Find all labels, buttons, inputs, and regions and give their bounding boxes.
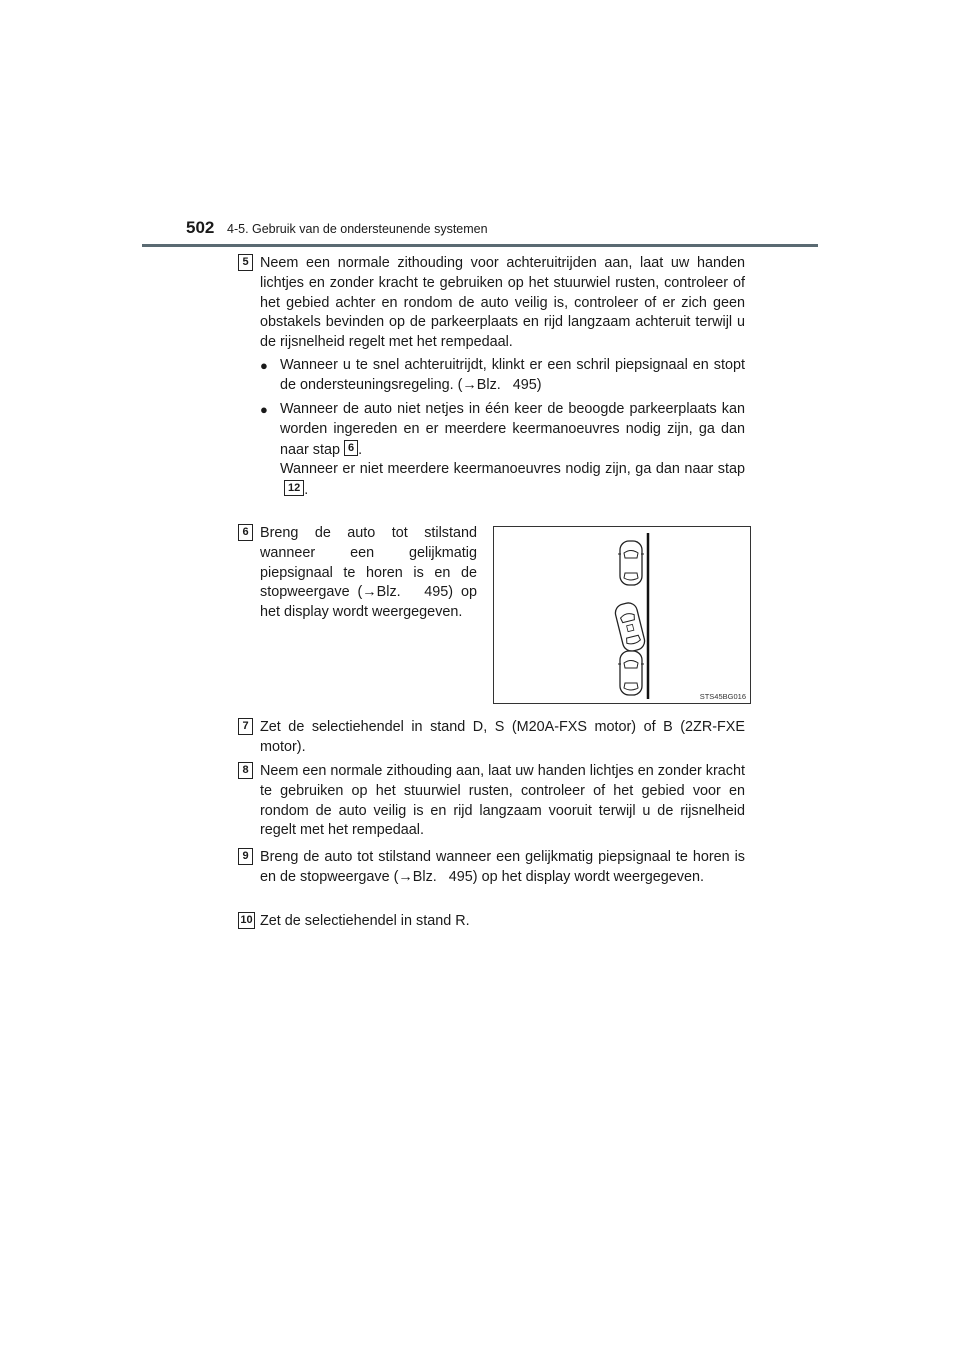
step-8-text: Neem een normale zithouding aan, laat uw handen lichtjes en zonder kracht te gebruiken op het stuurwiel rusten, controleer of het gebied voor en rondom de auto veilig is en rijd langzaam vooruit terwijl u de rijsnelheid regelt met het rempedaal. — [260, 763, 745, 839]
parking-illustration — [493, 526, 751, 704]
header-divider — [142, 244, 818, 247]
step-6-text: Breng de auto tot stilstand wanneer een gelijkmatig piepsignaal te horen is en de stopweergave (→Blz. 495) op het display wordt weergegeven. — [260, 525, 477, 621]
parking-cars-figure — [494, 527, 750, 703]
bullet-text: Wanneer u te snel achteruitrijdt, klinkt er een schril piepsignaal en stopt de ondersteuningsregeling. (→Blz. 495) — [280, 357, 745, 393]
step-5-bullet-speed — [260, 356, 745, 396]
period: . — [358, 441, 363, 458]
step-7-text: Zet de selectiehendel in stand D, S (M20A-FXS motor) of B (2ZR-FXE motor). — [260, 719, 745, 755]
step-ref-12: 12 — [284, 480, 304, 496]
step-10-text: Zet de selectiehendel in stand R. — [260, 913, 470, 929]
car-rear-icon — [618, 651, 644, 695]
bullet-dot-icon: ● — [260, 402, 268, 417]
car-front-icon — [618, 541, 644, 585]
step-5-bullet-maneuver — [260, 400, 745, 501]
car-reversing-icon — [614, 601, 647, 653]
step-6-badge: 6 — [238, 524, 253, 541]
bullet-text — [280, 400, 745, 501]
step-5-badge: 5 — [238, 254, 253, 271]
step-ref-6: 6 — [344, 440, 358, 456]
period: . — [304, 482, 309, 499]
bullet-text-b: Wanneer er niet meerdere keermanoeuvres nodig zijn, ga dan naar stap — [280, 461, 745, 478]
step-8-badge: 8 — [238, 762, 253, 779]
page-number: 502 — [186, 218, 215, 237]
step-9-badge: 9 — [238, 848, 253, 865]
bullet-text-a: Wanneer de auto niet netjes in één keer de beoogde parkeerplaats kan worden ingereden en er meerdere keermanoeuvres nodig zijn, ga dan naar stap — [280, 401, 745, 458]
step-7-badge: 7 — [238, 718, 253, 735]
step-9-text: Breng de auto tot stilstand wanneer een gelijkmatig piepsignaal te horen is en de stopweergave (→Blz. 495) op het display wordt weergegeven. — [260, 849, 745, 885]
step-10-badge: 10 — [238, 912, 255, 929]
bullet-dot-icon: ● — [260, 358, 268, 373]
section-title: 4-5. Gebruik van de ondersteunende systemen — [227, 222, 488, 236]
step-5-text: Neem een normale zithouding voor achteruitrijden aan, laat uw handen lichtjes en zonder kracht te gebruiken op het stuurwiel rusten, controleer of het gebied achter en rondom de auto veilig is, controleer of er zich geen obstakels bevinden op de parkeerplaats en rijd langzaam achteruit terwijl u de rijsnelheid regelt met het rempedaal. — [260, 255, 745, 351]
figure-code: STS45BG016 — [699, 692, 746, 701]
